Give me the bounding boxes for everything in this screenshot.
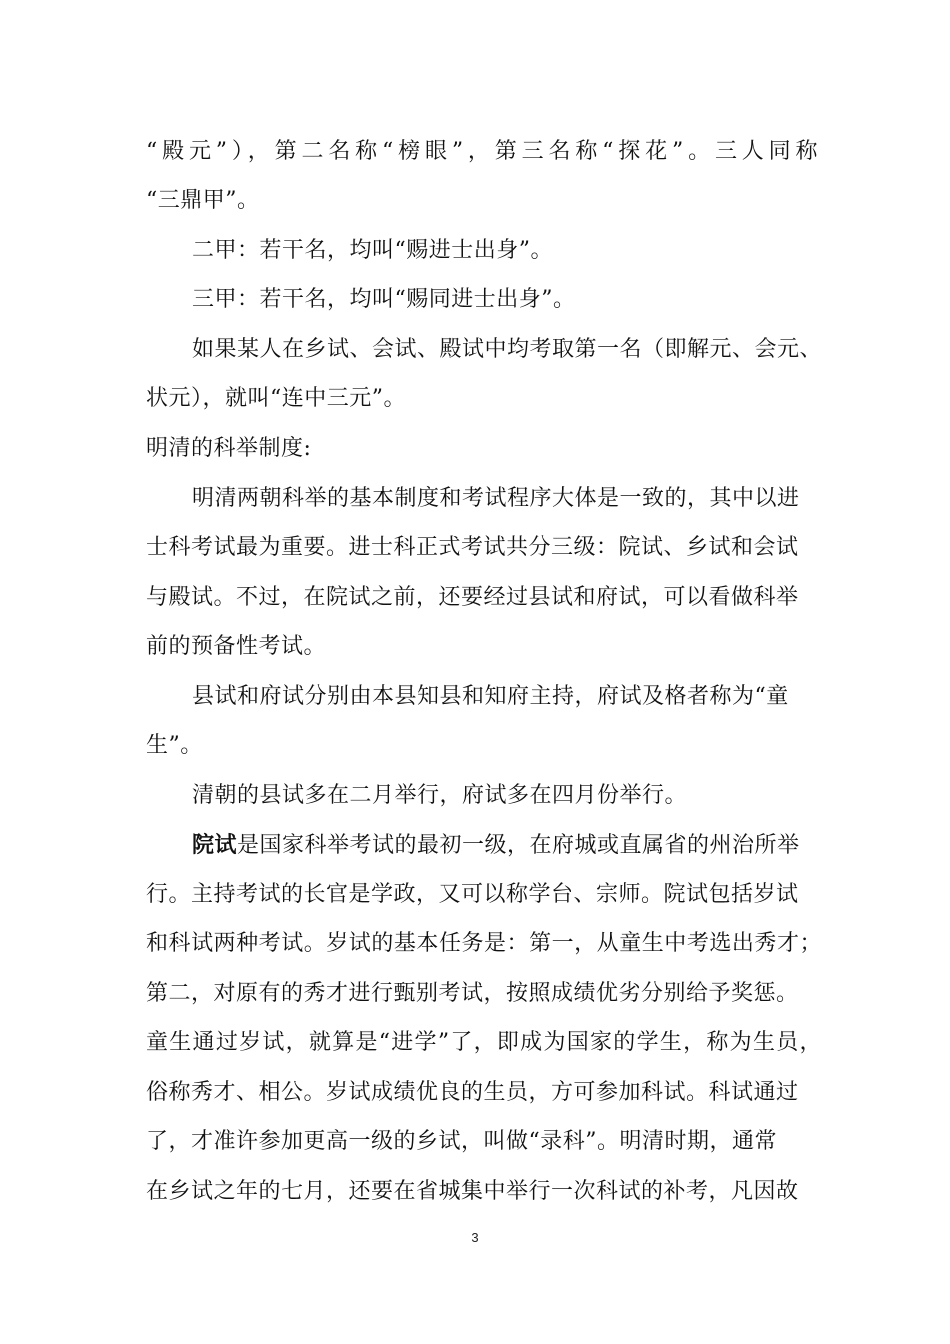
text-line-11: 前的预备性考试。 [146, 634, 327, 659]
text-line-18: 第二，对原有的秀才进行甄别考试，按照成绩优劣分别给予奖惩。 [146, 981, 799, 1006]
text-line-15-rest: 是国家科举考试的最初一级，在府城或直属省的州治所举 [237, 833, 800, 858]
text-line-16: 行。主持考试的长官是学政，又可以称学台、宗师。院试包括岁试 [146, 882, 799, 907]
text-line-3: 二甲：若干名，均叫“赐进士出身”。 [192, 238, 553, 263]
text-line-5: 如果某人在乡试、会试、殿试中均考取第一名（即解元、会元、 [192, 337, 823, 362]
section-heading: 明清的科举制度: [146, 436, 312, 461]
text-line-9: 士科考试最为重要。进士科正式考试共分三级：院试、乡试和会试 [146, 535, 799, 560]
text-line-17: 和科试两种考试。岁试的基本任务是：第一，从童生中考选出秀才； [146, 931, 822, 956]
text-line-14: 清朝的县试多在二月举行，府试多在四月份举行。 [192, 783, 688, 808]
text-line-10: 与殿试。不过，在院试之前，还要经过县试和府试，可以看做科举 [146, 585, 799, 610]
text-line-19: 童生通过岁试，就算是“进学”了，即成为国家的学生，称为生员， [146, 1030, 822, 1055]
text-line-20: 俗称秀才、相公。岁试成绩优良的生员，方可参加科试。科试通过 [146, 1080, 799, 1105]
page-number: 3 [471, 1230, 479, 1245]
text-line-4: 三甲：若干名，均叫“赐同进士出身”。 [192, 287, 576, 312]
text-line-22: 在乡试之年的七月，还要在省城集中举行一次科试的补考，凡因故 [146, 1179, 799, 1204]
text-line-21: 了，才准许参加更高一级的乡试，叫做“录科”。明清时期，通常 [146, 1129, 777, 1154]
text-line-8: 明清两朝科举的基本制度和考试程序大体是一致的，其中以进 [192, 486, 800, 511]
text-line-6: 状元），就叫“连中三元”。 [146, 386, 406, 411]
bold-term: 院试 [192, 832, 238, 858]
text-line-12: 县试和府试分别由本县知县和知府主持，府试及格者称为“童 [192, 684, 789, 709]
text-line-15 [192, 830, 800, 861]
text-line-13: 生”。 [146, 733, 203, 758]
text-line-1: “殿元”），第二名称“榜眼”，第三名称“探花”。三人同称 [146, 139, 818, 164]
text-line-2: “三鼎甲”。 [146, 188, 260, 213]
